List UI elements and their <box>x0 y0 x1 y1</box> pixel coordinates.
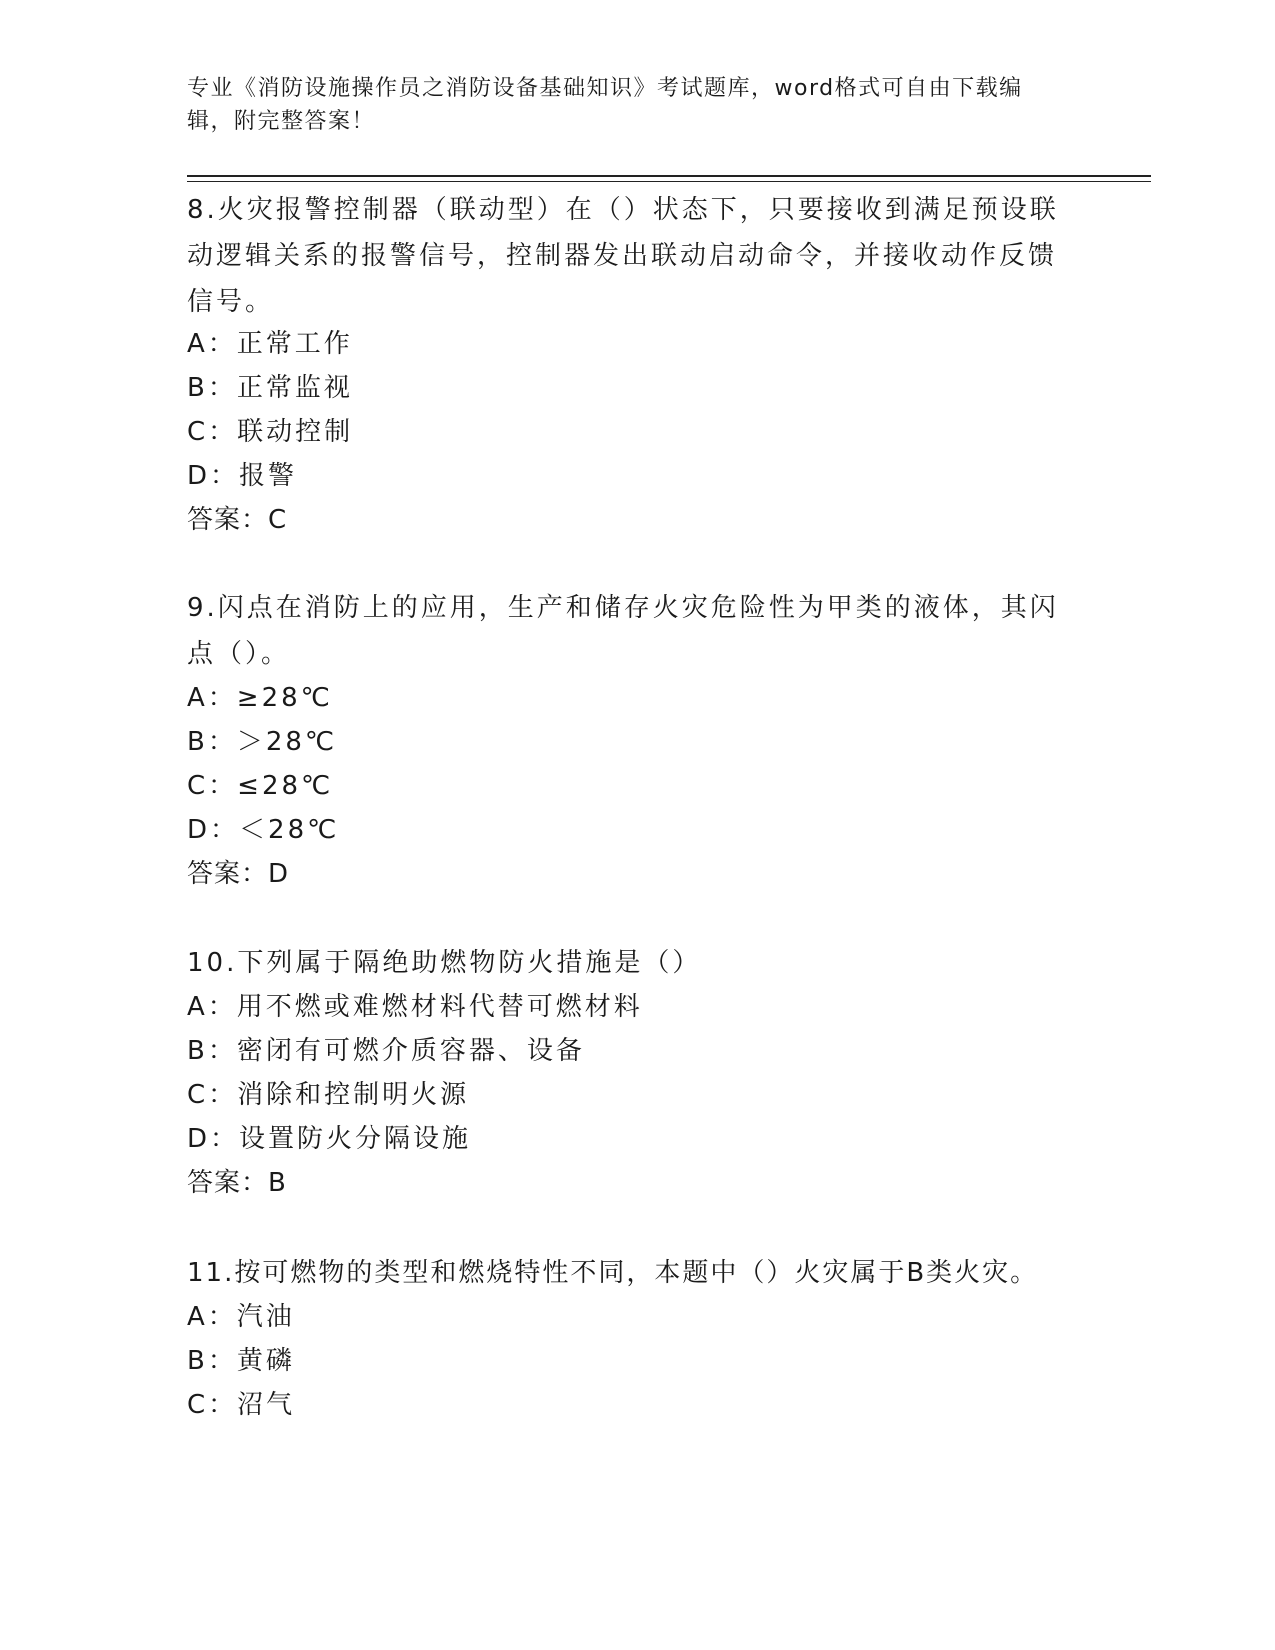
question-line: 10.下列属于隔绝助燃物防火措施是（） <box>187 948 702 978</box>
question-line: 动逻辑关系的报警信号，控制器发出联动启动命令，并接收动作反馈 <box>187 241 1058 271</box>
question-8-option-a: A：正常工作 <box>187 329 353 359</box>
question-line: 11.按可燃物的类型和燃烧特性不同，本题中（）火灾属于B类火灾。 <box>187 1258 1039 1288</box>
question-11-option-c: C：沼气 <box>187 1390 296 1420</box>
question-9-text <box>187 585 1067 677</box>
question-line: 8.火灾报警控制器（联动型）在（）状态下，只要接收到满足预设联 <box>187 195 1059 225</box>
question-9-option-d: D：＜28℃ <box>187 815 340 845</box>
question-10-option-a: A：用不燃或难燃材料代替可燃材料 <box>187 992 643 1022</box>
header-divider-thick <box>187 175 1151 177</box>
question-8-option-d: D：报警 <box>187 461 298 491</box>
question-9-answer: 答案：D <box>187 859 290 889</box>
question-8-text <box>187 187 1067 325</box>
question-11-option-a: A：汽油 <box>187 1302 295 1332</box>
question-8-answer: 答案：C <box>187 505 288 535</box>
question-9-option-a: A：≥28℃ <box>187 683 333 713</box>
question-line: 信号。 <box>187 287 275 317</box>
header-line-1: 专业《消防设施操作员之消防设备基础知识》考试题库，word格式可自由下载编 <box>187 76 1023 101</box>
question-9-option-c: C：≤28℃ <box>187 771 334 801</box>
question-11-option-b: B：黄磷 <box>187 1346 295 1376</box>
question-line: 9.闪点在消防上的应用，生产和储存火灾危险性为甲类的液体，其闪 <box>187 593 1059 623</box>
question-line: 点（）。 <box>187 639 291 669</box>
question-11-text <box>187 1250 1087 1296</box>
document-header <box>187 72 1067 138</box>
question-10-option-c: C：消除和控制明火源 <box>187 1080 470 1110</box>
question-10-answer: 答案：B <box>187 1168 287 1198</box>
header-divider-thin <box>187 181 1151 182</box>
question-10-text <box>187 940 1067 986</box>
question-10-option-d: D：设置防火分隔设施 <box>187 1124 472 1154</box>
question-8-option-b: B：正常监视 <box>187 373 353 403</box>
header-line-2: 辑，附完整答案！ <box>187 109 376 134</box>
question-8-option-c: C：联动控制 <box>187 417 354 447</box>
question-9-option-b: B：＞28℃ <box>187 727 338 757</box>
question-10-option-b: B：密闭有可燃介质容器、设备 <box>187 1036 585 1066</box>
